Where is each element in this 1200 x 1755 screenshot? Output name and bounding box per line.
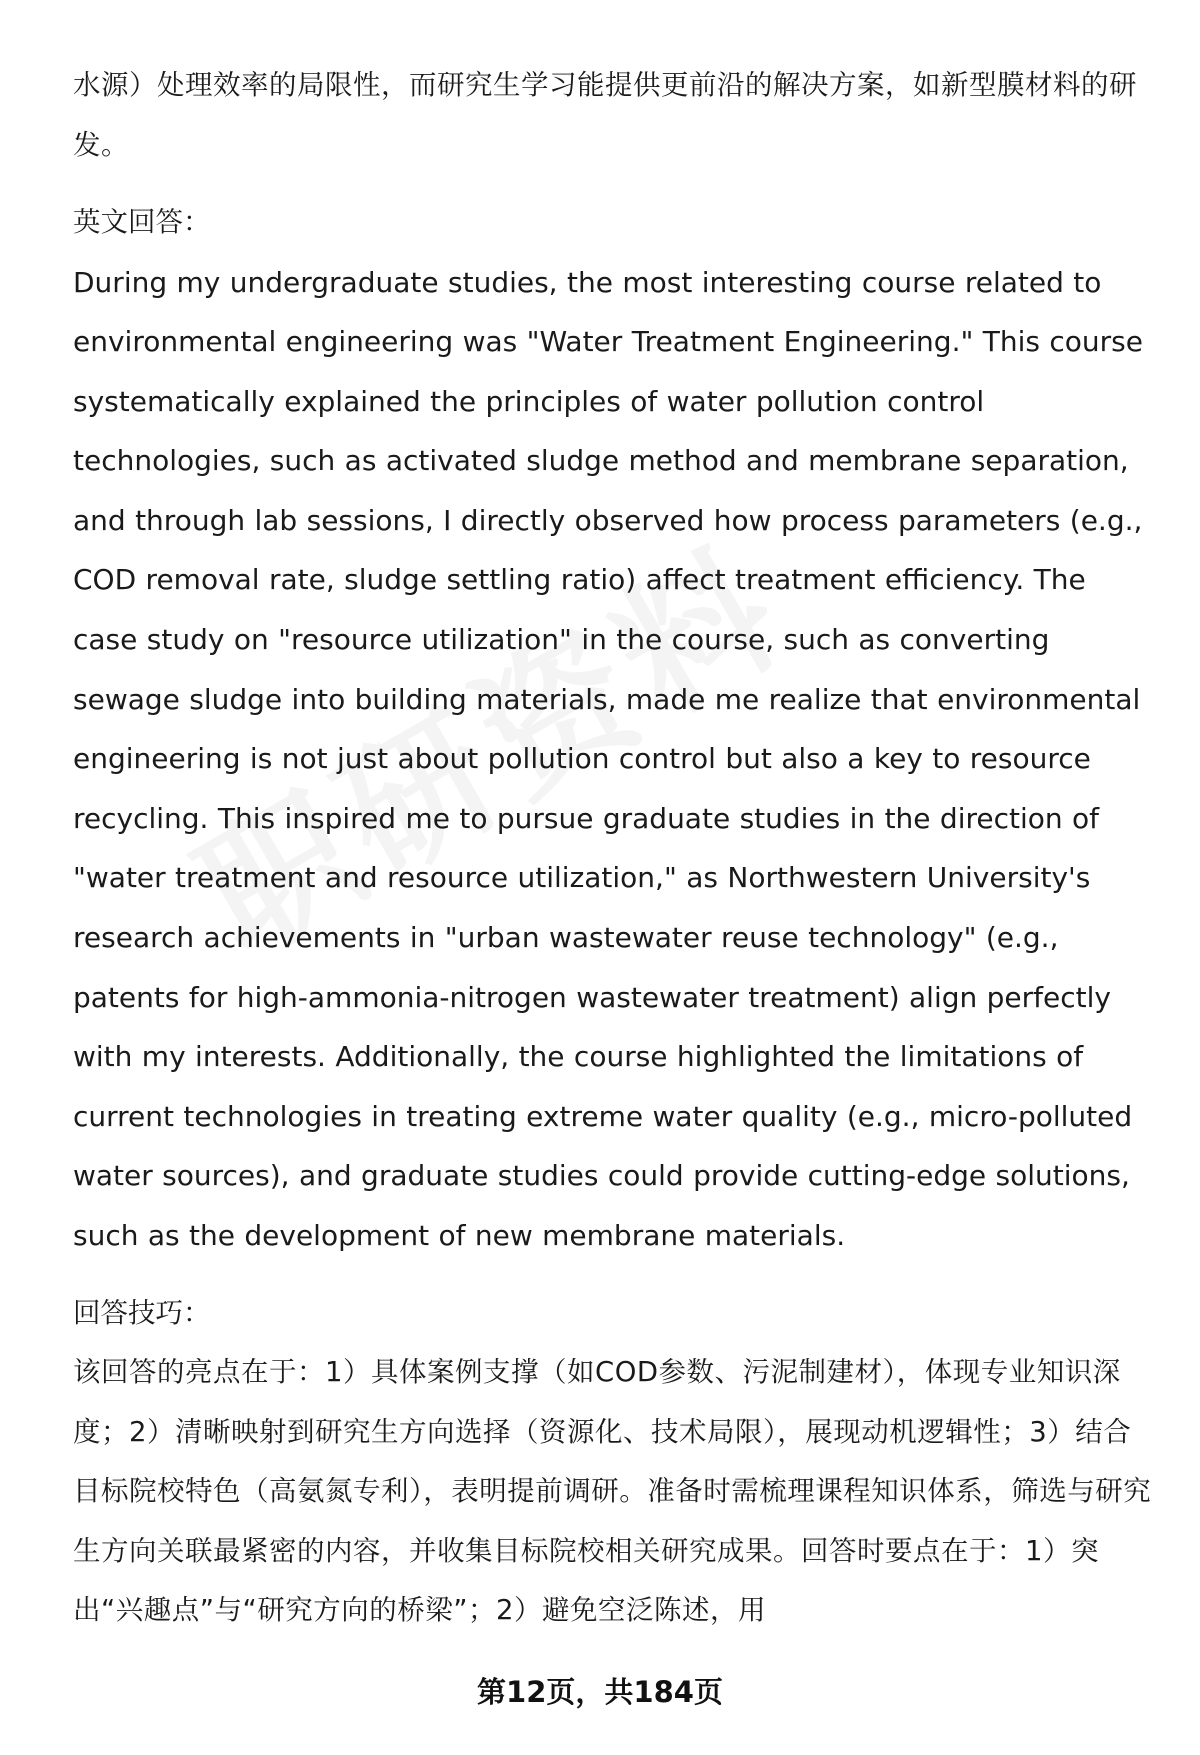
page-content bbox=[73, 56, 1155, 1641]
spacer bbox=[73, 1266, 1155, 1284]
spacer bbox=[73, 175, 1155, 193]
answer-tips-paragraph: 该回答的亮点在于：1）具体案例支撑（如COD参数、污泥制建材），体现专业知识深度；2）清晰映射到研究生方向选择（资源化、技术局限），展现动机逻辑性；3）结合目标院校特色（高氨氮专利），表明提前调研。准备时需梳理课程知识体系，筛选与研究生方向关联最紧密的内容，并收集目标院校相关研究成果。回答时要点在于：1）突出“兴趣点”与“研究方向的桥梁”；2）避免空泛陈述，用 bbox=[73, 1356, 1152, 1627]
intro-tail-paragraph: 水源）处理效率的局限性，而研究生学习能提供更前沿的解决方案，如新型膜材料的研发。 bbox=[73, 69, 1137, 161]
english-answer-heading: 英文回答： bbox=[73, 206, 211, 238]
answer-tips-heading: 回答技巧： bbox=[73, 1296, 211, 1329]
page-number-footer: 第12页，共184页 bbox=[477, 1675, 723, 1709]
english-answer-paragraph: During my undergraduate studies, the most interesting course related to environmental engineering was "Water Treatment Engineering." This course systematically explained the principles of water pollution control technologies, such as activated sludge method and membrane separation, and through lab sessions, I directly observed how process parameters (e.g., COD removal rate, sludge settling ratio) affect treatment efficiency. The case study on "resource utilization" in the course, such as converting sewage sludge into building materials, made me realize that environmental engineering is not just about pollution control but also a key to resource recycling. This inspired me to pursue graduate studies in the direction of "water treatment and resource utilization," as Northwestern University's research achievements in "urban wastewater reuse technology" (e.g., patents for high-ammonia-nitrogen wastewater treatment) align perfectly with my interests. Additionally, the course highlighted the limitations of current technologies in treating extreme water quality (e.g., micro-polluted water sources), and graduate studies could provide cutting-edge solutions, such as the development of new membrane materials. bbox=[73, 265, 1143, 1252]
